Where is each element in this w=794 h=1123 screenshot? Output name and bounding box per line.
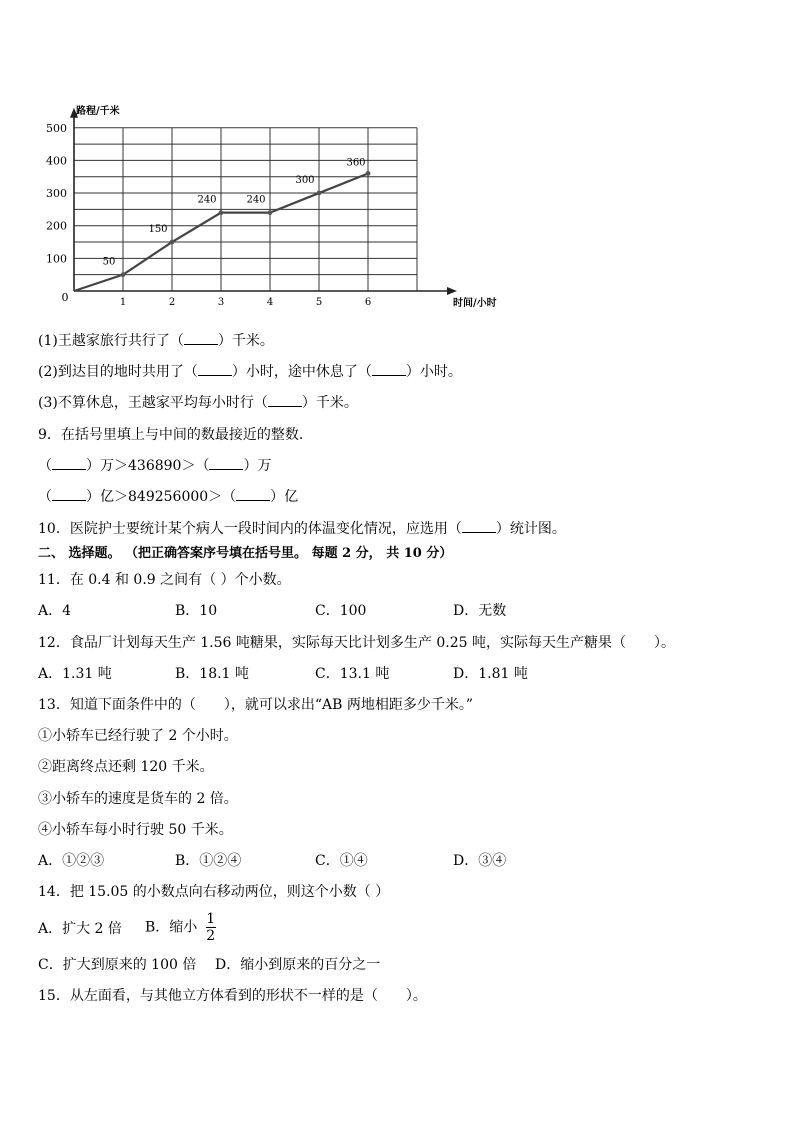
y-tick-label: 200 [46,219,67,233]
origin-label: 0 [61,291,69,304]
x-axis-arrow [447,287,457,295]
x-tick-label: 2 [168,297,176,308]
q11-stem: 11．在 0.4 和 0.9 之间有（ ）个小数。 [38,572,291,588]
data-label: 50 [102,256,116,268]
q14-options-ab [38,912,758,946]
data-point [317,191,322,196]
x-tick-label: 4 [266,297,274,308]
data-label: 240 [197,194,217,206]
q9-stem: 9．在括号里填上与中间的数最接近的整数． [38,427,313,443]
q9-line1-tail: ）万 [243,458,272,474]
y-tick-label: 400 [46,154,67,168]
q12-option-c[interactable]: C．13.1 吨 [315,666,390,682]
answer-blank[interactable] [52,457,86,470]
q9-line1-open: （ [38,458,52,474]
data-label: 150 [148,224,168,236]
x-tick-label: 1 [119,297,127,308]
q8-sub2 [38,363,462,381]
answer-blank[interactable] [372,363,406,376]
q14-option-c[interactable]: C．扩大到原来的 100 倍 [38,957,197,973]
data-point [366,171,371,176]
q9-line2-mid: ）亿＞849256000＞（ [86,489,237,505]
q8-sub2-tail: ）小时。 [405,364,462,380]
q13-condition: ④小轿车每小时行驶 50 千米。 [38,822,233,838]
q14-stem: 14．把 15.05 的小数点向右移动两位，则这个小数（ ） [38,884,390,900]
answer-blank[interactable] [52,488,86,501]
answer-blank[interactable] [198,363,232,376]
y-tick-label: 500 [46,121,67,135]
answer-blank[interactable] [268,394,302,407]
q9-line1-mid: ）万＞436890＞（ [86,458,210,474]
q13-option-b[interactable]: B．①②④ [175,853,242,869]
q12-option-b[interactable]: B．18.1 吨 [175,666,249,682]
y-tick-label: 100 [46,252,67,266]
q8-sub1-tail: ）千米。 [217,333,274,349]
data-point [268,210,273,215]
q9-line2-tail: ）亿 [270,489,299,505]
q10-tail: ）统计图。 [495,521,566,537]
q9-line1 [38,457,271,475]
data-point [170,240,175,245]
q14-option-d[interactable]: D．缩小到原来的百分之一 [215,957,381,973]
q8-sub2-text: (2)到达目的地时共用了（ [38,364,198,380]
q8-sub3-text: (3)不算休息，王越家平均每小时行（ [38,395,268,411]
answer-blank[interactable] [209,457,243,470]
data-point [219,210,224,215]
q8-sub1 [38,332,274,350]
q13-option-d[interactable]: D．③④ [453,853,507,869]
q8-sub1-text: (1)王越家旅行共行了（ [38,333,184,349]
q11-option-a[interactable]: A．4 [38,603,72,619]
q13-condition: ②距离终点还剩 120 千米。 [38,759,214,775]
q12-option-d[interactable]: D．1.81 吨 [453,666,528,682]
q13-option-a[interactable]: A．①②③ [38,853,105,869]
data-point [121,272,126,277]
distance-time-chart [30,88,497,313]
section-heading: 二、 选择题。 （把正确答案序号填在括号里。 每题 2 分， 共 10 分） [38,546,453,561]
x-tick-label: 5 [315,297,323,308]
q15-stem: 15．从左面看，与其他立方体看到的形状不一样的是（ ）。 [38,988,427,1004]
q11-option-d[interactable]: D．无数 [453,603,507,619]
x-axis-title: 时间/小时 [453,298,497,309]
fraction-one-half [206,912,216,943]
answer-blank[interactable] [184,332,218,345]
q8-sub3-tail: ）千米。 [301,395,358,411]
x-tick-label: 3 [217,297,225,308]
q13-condition: ③小轿车的速度是货车的 2 倍。 [38,791,238,807]
x-tick-label: 6 [364,297,372,308]
q13-option-c[interactable]: C．①④ [315,853,368,869]
q11-option-b[interactable]: B．10 [175,603,218,619]
q12-stem: 12．食品厂计划每天生产 1.56 吨糖果，实际每天比计划多生产 0.25 吨，实际每天生产糖果（ ）。 [38,635,675,651]
q14-option-a[interactable]: A．扩大 2 倍 [38,921,122,937]
q8-sub3 [38,394,358,412]
answer-blank[interactable] [236,488,270,501]
q9-line2-open: （ [38,489,52,505]
fraction-numerator: 1 [206,911,216,927]
q12-option-a[interactable]: A．1.31 吨 [38,666,112,682]
q11-option-c[interactable]: C．100 [315,603,367,619]
q14-option-b[interactable] [145,912,216,943]
answer-blank[interactable] [462,520,496,533]
q13-condition: ①小轿车已经行驶了 2 个小时。 [38,728,238,744]
q13-stem: 13．知道下面条件中的（ ），就可以求出“AB 两地相距多少千米。” [38,697,473,713]
q10-text: 10．医院护士要统计某个病人一段时间内的体温变化情况，应选用（ [38,521,462,537]
data-label: 360 [346,157,366,169]
fraction-denominator: 2 [206,928,216,944]
data-label: 240 [246,194,266,206]
q9-line2 [38,488,298,506]
y-tick-label: 300 [46,187,67,201]
q8-sub2-mid: ）小时，途中休息了（ [231,364,372,380]
q10 [38,520,566,538]
chart-series [74,171,370,291]
data-label: 300 [295,175,315,187]
chart-grid [74,128,417,291]
y-axis-title: 路程/千米 [76,105,120,117]
q14-option-b-text: B．缩小 [145,919,198,936]
